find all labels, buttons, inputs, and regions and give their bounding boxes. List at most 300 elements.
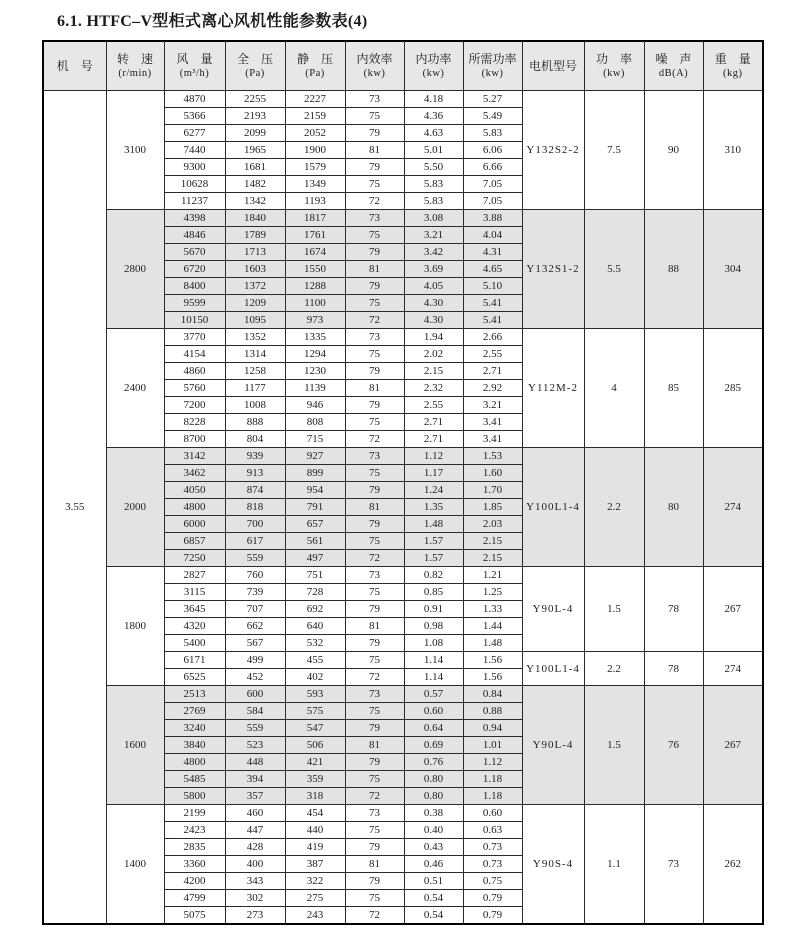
cell-airflow: 3770 [164, 329, 225, 346]
column-header-airflow [164, 41, 225, 91]
table-row [43, 210, 763, 227]
cell-noise: 78 [644, 567, 703, 652]
cell-total-pressure: 739 [225, 584, 285, 601]
cell-required-power: 0.73 [463, 856, 522, 873]
cell-internal-power: 5.83 [404, 176, 463, 193]
cell-static-pressure: 2227 [285, 91, 345, 108]
cell-airflow: 6525 [164, 669, 225, 686]
cell-efficiency: 75 [345, 822, 404, 839]
column-unit: (m³/h) [179, 68, 210, 79]
cell-noise: 88 [644, 210, 703, 329]
cell-required-power: 0.79 [463, 890, 522, 907]
cell-efficiency: 79 [345, 278, 404, 295]
cell-required-power: 1.85 [463, 499, 522, 516]
cell-efficiency: 79 [345, 839, 404, 856]
cell-total-pressure: 2193 [225, 108, 285, 125]
cell-static-pressure: 1349 [285, 176, 345, 193]
cell-airflow: 3240 [164, 720, 225, 737]
cell-total-pressure: 1314 [225, 346, 285, 363]
cell-static-pressure: 1100 [285, 295, 345, 312]
cell-static-pressure: 808 [285, 414, 345, 431]
column-label: 噪 声 [655, 51, 692, 66]
cell-total-pressure: 394 [225, 771, 285, 788]
column-header-efficiency [345, 41, 404, 91]
column-unit: (kw) [603, 68, 625, 79]
cell-efficiency: 75 [345, 295, 404, 312]
cell-required-power: 5.83 [463, 125, 522, 142]
cell-efficiency: 81 [345, 261, 404, 278]
cell-efficiency: 81 [345, 618, 404, 635]
cell-required-power: 1.12 [463, 754, 522, 771]
cell-static-pressure: 973 [285, 312, 345, 329]
cell-static-pressure: 532 [285, 635, 345, 652]
cell-efficiency: 75 [345, 465, 404, 482]
cell-internal-power: 0.98 [404, 618, 463, 635]
cell-static-pressure: 899 [285, 465, 345, 482]
cell-internal-power: 1.14 [404, 652, 463, 669]
cell-internal-power: 1.24 [404, 482, 463, 499]
cell-efficiency: 73 [345, 329, 404, 346]
cell-required-power: 2.03 [463, 516, 522, 533]
cell-internal-power: 5.50 [404, 159, 463, 176]
cell-noise: 73 [644, 805, 703, 925]
cell-efficiency: 73 [345, 210, 404, 227]
cell-airflow: 3142 [164, 448, 225, 465]
cell-efficiency: 72 [345, 669, 404, 686]
cell-required-power: 7.05 [463, 176, 522, 193]
cell-required-power: 1.18 [463, 771, 522, 788]
cell-internal-power: 0.80 [404, 771, 463, 788]
cell-speed: 1800 [106, 567, 164, 686]
cell-required-power: 0.94 [463, 720, 522, 737]
cell-motor-power: 2.2 [584, 448, 644, 567]
cell-required-power: 4.31 [463, 244, 522, 261]
cell-static-pressure: 728 [285, 584, 345, 601]
cell-required-power: 1.18 [463, 788, 522, 805]
cell-static-pressure: 657 [285, 516, 345, 533]
cell-internal-power: 0.69 [404, 737, 463, 754]
column-label: 内效率 [356, 51, 393, 66]
cell-motor-model: Y100L1-4 [522, 652, 584, 686]
column-header-internal-power [404, 41, 463, 91]
column-header-required-power [463, 41, 522, 91]
cell-total-pressure: 1209 [225, 295, 285, 312]
cell-efficiency: 75 [345, 771, 404, 788]
cell-static-pressure: 1674 [285, 244, 345, 261]
table-row [43, 91, 763, 108]
cell-static-pressure: 954 [285, 482, 345, 499]
cell-efficiency: 75 [345, 584, 404, 601]
cell-internal-power: 1.08 [404, 635, 463, 652]
cell-static-pressure: 640 [285, 618, 345, 635]
cell-static-pressure: 2052 [285, 125, 345, 142]
cell-airflow: 10150 [164, 312, 225, 329]
cell-internal-power: 3.08 [404, 210, 463, 227]
cell-motor-model: Y132S2-2 [522, 91, 584, 210]
cell-internal-power: 1.35 [404, 499, 463, 516]
cell-total-pressure: 617 [225, 533, 285, 550]
cell-static-pressure: 561 [285, 533, 345, 550]
cell-noise: 78 [644, 652, 703, 686]
cell-total-pressure: 600 [225, 686, 285, 703]
cell-total-pressure: 1603 [225, 261, 285, 278]
cell-required-power: 1.60 [463, 465, 522, 482]
cell-motor-power: 1.5 [584, 686, 644, 805]
cell-efficiency: 75 [345, 890, 404, 907]
cell-internal-power: 0.64 [404, 720, 463, 737]
cell-total-pressure: 1095 [225, 312, 285, 329]
cell-required-power: 1.01 [463, 737, 522, 754]
cell-internal-power: 5.83 [404, 193, 463, 210]
cell-airflow: 9300 [164, 159, 225, 176]
cell-required-power: 1.56 [463, 652, 522, 669]
cell-efficiency: 79 [345, 363, 404, 380]
cell-airflow: 4154 [164, 346, 225, 363]
cell-internal-power: 1.57 [404, 550, 463, 567]
cell-total-pressure: 1258 [225, 363, 285, 380]
cell-static-pressure: 419 [285, 839, 345, 856]
cell-total-pressure: 913 [225, 465, 285, 482]
cell-airflow: 4800 [164, 499, 225, 516]
cell-static-pressure: 440 [285, 822, 345, 839]
cell-airflow: 8400 [164, 278, 225, 295]
cell-total-pressure: 428 [225, 839, 285, 856]
cell-motor-model: Y90L-4 [522, 567, 584, 652]
cell-required-power: 3.41 [463, 414, 522, 431]
cell-weight: 285 [703, 329, 763, 448]
cell-airflow: 9599 [164, 295, 225, 312]
cell-total-pressure: 888 [225, 414, 285, 431]
cell-required-power: 1.33 [463, 601, 522, 618]
cell-total-pressure: 1177 [225, 380, 285, 397]
cell-required-power: 2.15 [463, 533, 522, 550]
cell-efficiency: 73 [345, 448, 404, 465]
column-header-total-pressure [225, 41, 285, 91]
table-row [43, 686, 763, 703]
cell-static-pressure: 575 [285, 703, 345, 720]
cell-efficiency: 72 [345, 431, 404, 448]
cell-internal-power: 0.80 [404, 788, 463, 805]
cell-motor-model: Y100L1-4 [522, 448, 584, 567]
cell-airflow: 6171 [164, 652, 225, 669]
cell-efficiency: 72 [345, 907, 404, 925]
cell-total-pressure: 400 [225, 856, 285, 873]
cell-airflow: 4398 [164, 210, 225, 227]
cell-static-pressure: 946 [285, 397, 345, 414]
cell-required-power: 3.41 [463, 431, 522, 448]
cell-required-power: 0.79 [463, 907, 522, 925]
cell-total-pressure: 584 [225, 703, 285, 720]
cell-efficiency: 75 [345, 414, 404, 431]
cell-total-pressure: 1965 [225, 142, 285, 159]
cell-required-power: 1.44 [463, 618, 522, 635]
cell-efficiency: 72 [345, 193, 404, 210]
cell-total-pressure: 2255 [225, 91, 285, 108]
cell-static-pressure: 318 [285, 788, 345, 805]
cell-airflow: 5760 [164, 380, 225, 397]
cell-efficiency: 81 [345, 380, 404, 397]
column-label: 内功率 [415, 51, 452, 66]
cell-airflow: 2827 [164, 567, 225, 584]
cell-airflow: 11237 [164, 193, 225, 210]
cell-efficiency: 73 [345, 91, 404, 108]
cell-internal-power: 0.40 [404, 822, 463, 839]
cell-noise: 85 [644, 329, 703, 448]
fan-performance-table [42, 40, 764, 925]
table-body [43, 91, 763, 925]
cell-required-power: 4.04 [463, 227, 522, 244]
cell-static-pressure: 387 [285, 856, 345, 873]
cell-airflow: 6277 [164, 125, 225, 142]
cell-required-power: 2.71 [463, 363, 522, 380]
cell-static-pressure: 455 [285, 652, 345, 669]
cell-static-pressure: 2159 [285, 108, 345, 125]
cell-required-power: 0.75 [463, 873, 522, 890]
cell-total-pressure: 447 [225, 822, 285, 839]
cell-internal-power: 0.60 [404, 703, 463, 720]
cell-internal-power: 1.12 [404, 448, 463, 465]
cell-efficiency: 79 [345, 125, 404, 142]
cell-static-pressure: 692 [285, 601, 345, 618]
cell-internal-power: 1.14 [404, 669, 463, 686]
cell-airflow: 3840 [164, 737, 225, 754]
cell-total-pressure: 273 [225, 907, 285, 925]
cell-airflow: 5670 [164, 244, 225, 261]
cell-static-pressure: 421 [285, 754, 345, 771]
cell-efficiency: 79 [345, 601, 404, 618]
cell-static-pressure: 1288 [285, 278, 345, 295]
cell-weight: 304 [703, 210, 763, 329]
cell-airflow: 4799 [164, 890, 225, 907]
cell-airflow: 7200 [164, 397, 225, 414]
cell-internal-power: 3.42 [404, 244, 463, 261]
cell-required-power: 5.41 [463, 312, 522, 329]
cell-required-power: 1.53 [463, 448, 522, 465]
cell-total-pressure: 343 [225, 873, 285, 890]
cell-airflow: 4320 [164, 618, 225, 635]
cell-machine-no: 3.55 [43, 91, 106, 925]
cell-internal-power: 1.94 [404, 329, 463, 346]
cell-motor-power: 1.5 [584, 567, 644, 652]
cell-airflow: 6720 [164, 261, 225, 278]
cell-total-pressure: 499 [225, 652, 285, 669]
cell-efficiency: 81 [345, 737, 404, 754]
cell-total-pressure: 1342 [225, 193, 285, 210]
cell-static-pressure: 1294 [285, 346, 345, 363]
cell-airflow: 4870 [164, 91, 225, 108]
cell-efficiency: 81 [345, 499, 404, 516]
column-unit: dB(A) [658, 68, 689, 79]
cell-airflow: 4846 [164, 227, 225, 244]
cell-required-power: 0.60 [463, 805, 522, 822]
cell-total-pressure: 662 [225, 618, 285, 635]
cell-efficiency: 79 [345, 635, 404, 652]
cell-static-pressure: 402 [285, 669, 345, 686]
cell-internal-power: 1.17 [404, 465, 463, 482]
column-header-noise [644, 41, 703, 91]
cell-total-pressure: 1840 [225, 210, 285, 227]
cell-internal-power: 4.63 [404, 125, 463, 142]
cell-efficiency: 79 [345, 516, 404, 533]
cell-required-power: 1.48 [463, 635, 522, 652]
cell-speed: 1400 [106, 805, 164, 925]
table-row [43, 567, 763, 584]
cell-efficiency: 75 [345, 108, 404, 125]
cell-static-pressure: 715 [285, 431, 345, 448]
cell-airflow: 3360 [164, 856, 225, 873]
cell-internal-power: 0.91 [404, 601, 463, 618]
cell-total-pressure: 448 [225, 754, 285, 771]
cell-total-pressure: 559 [225, 720, 285, 737]
cell-airflow: 6000 [164, 516, 225, 533]
cell-motor-model: Y112M-2 [522, 329, 584, 448]
cell-total-pressure: 939 [225, 448, 285, 465]
cell-efficiency: 72 [345, 312, 404, 329]
column-header-weight [703, 41, 763, 91]
cell-internal-power: 1.48 [404, 516, 463, 533]
cell-airflow: 3645 [164, 601, 225, 618]
column-header-motor-model: 电机型号 [522, 41, 584, 91]
cell-motor-power: 4 [584, 329, 644, 448]
cell-efficiency: 79 [345, 720, 404, 737]
cell-airflow: 2199 [164, 805, 225, 822]
cell-airflow: 7250 [164, 550, 225, 567]
cell-internal-power: 4.36 [404, 108, 463, 125]
cell-required-power: 1.70 [463, 482, 522, 499]
cell-airflow: 2769 [164, 703, 225, 720]
cell-total-pressure: 707 [225, 601, 285, 618]
column-unit: (Pa) [245, 68, 265, 79]
cell-efficiency: 72 [345, 788, 404, 805]
cell-internal-power: 0.43 [404, 839, 463, 856]
cell-noise: 90 [644, 91, 703, 210]
cell-efficiency: 79 [345, 244, 404, 261]
cell-motor-power: 7.5 [584, 91, 644, 210]
cell-static-pressure: 275 [285, 890, 345, 907]
cell-airflow: 7440 [164, 142, 225, 159]
cell-required-power: 0.84 [463, 686, 522, 703]
column-header-machine-no: 机 号 [43, 41, 106, 91]
cell-motor-power: 2.2 [584, 652, 644, 686]
cell-static-pressure: 497 [285, 550, 345, 567]
cell-motor-power: 1.1 [584, 805, 644, 925]
cell-speed: 2800 [106, 210, 164, 329]
cell-internal-power: 0.38 [404, 805, 463, 822]
cell-internal-power: 3.69 [404, 261, 463, 278]
cell-airflow: 5800 [164, 788, 225, 805]
cell-internal-power: 2.15 [404, 363, 463, 380]
cell-total-pressure: 1789 [225, 227, 285, 244]
cell-static-pressure: 1550 [285, 261, 345, 278]
cell-efficiency: 73 [345, 805, 404, 822]
cell-static-pressure: 1335 [285, 329, 345, 346]
cell-motor-power: 5.5 [584, 210, 644, 329]
cell-total-pressure: 760 [225, 567, 285, 584]
cell-efficiency: 75 [345, 703, 404, 720]
cell-static-pressure: 1817 [285, 210, 345, 227]
cell-internal-power: 0.76 [404, 754, 463, 771]
cell-efficiency: 81 [345, 856, 404, 873]
cell-airflow: 2423 [164, 822, 225, 839]
cell-static-pressure: 1900 [285, 142, 345, 159]
cell-speed: 1600 [106, 686, 164, 805]
cell-required-power: 6.06 [463, 142, 522, 159]
cell-motor-model: Y132S1-2 [522, 210, 584, 329]
column-label: 所需功率 [468, 51, 517, 66]
cell-total-pressure: 1372 [225, 278, 285, 295]
cell-required-power: 5.49 [463, 108, 522, 125]
cell-static-pressure: 1579 [285, 159, 345, 176]
cell-required-power: 5.41 [463, 295, 522, 312]
cell-noise: 76 [644, 686, 703, 805]
column-label: 重 量 [714, 51, 751, 66]
column-unit: (kw) [422, 68, 445, 79]
cell-static-pressure: 243 [285, 907, 345, 925]
cell-static-pressure: 751 [285, 567, 345, 584]
table-row [43, 448, 763, 465]
cell-internal-power: 4.30 [404, 295, 463, 312]
cell-motor-model: Y90L-4 [522, 686, 584, 805]
cell-internal-power: 0.46 [404, 856, 463, 873]
cell-internal-power: 0.57 [404, 686, 463, 703]
cell-static-pressure: 1761 [285, 227, 345, 244]
cell-speed: 2000 [106, 448, 164, 567]
cell-weight: 274 [703, 448, 763, 567]
cell-efficiency: 79 [345, 159, 404, 176]
cell-required-power: 5.10 [463, 278, 522, 295]
cell-required-power: 0.63 [463, 822, 522, 839]
column-label: 转 速 [116, 51, 153, 66]
column-header-speed [106, 41, 164, 91]
cell-efficiency: 75 [345, 176, 404, 193]
cell-airflow: 3462 [164, 465, 225, 482]
table-row [43, 329, 763, 346]
cell-static-pressure: 359 [285, 771, 345, 788]
cell-airflow: 5075 [164, 907, 225, 925]
cell-efficiency: 73 [345, 567, 404, 584]
cell-airflow: 5485 [164, 771, 225, 788]
cell-airflow: 8700 [164, 431, 225, 448]
cell-efficiency: 75 [345, 652, 404, 669]
cell-total-pressure: 1482 [225, 176, 285, 193]
table-header [43, 41, 763, 91]
cell-required-power: 7.05 [463, 193, 522, 210]
cell-internal-power: 2.71 [404, 414, 463, 431]
cell-required-power: 2.66 [463, 329, 522, 346]
cell-required-power: 4.65 [463, 261, 522, 278]
cell-airflow: 2513 [164, 686, 225, 703]
cell-total-pressure: 567 [225, 635, 285, 652]
cell-required-power: 2.55 [463, 346, 522, 363]
cell-efficiency: 79 [345, 754, 404, 771]
cell-noise: 80 [644, 448, 703, 567]
column-unit: (kw) [363, 68, 386, 79]
cell-airflow: 4800 [164, 754, 225, 771]
cell-efficiency: 72 [345, 550, 404, 567]
column-header-motor-power [584, 41, 644, 91]
column-label: 全 压 [236, 51, 273, 66]
column-unit: (r/min) [118, 68, 152, 79]
cell-internal-power: 2.55 [404, 397, 463, 414]
cell-internal-power: 2.02 [404, 346, 463, 363]
cell-airflow: 3115 [164, 584, 225, 601]
cell-required-power: 3.21 [463, 397, 522, 414]
cell-internal-power: 0.82 [404, 567, 463, 584]
cell-motor-model: Y90S-4 [522, 805, 584, 925]
column-unit: (kw) [481, 68, 504, 79]
cell-efficiency: 75 [345, 346, 404, 363]
cell-total-pressure: 1352 [225, 329, 285, 346]
